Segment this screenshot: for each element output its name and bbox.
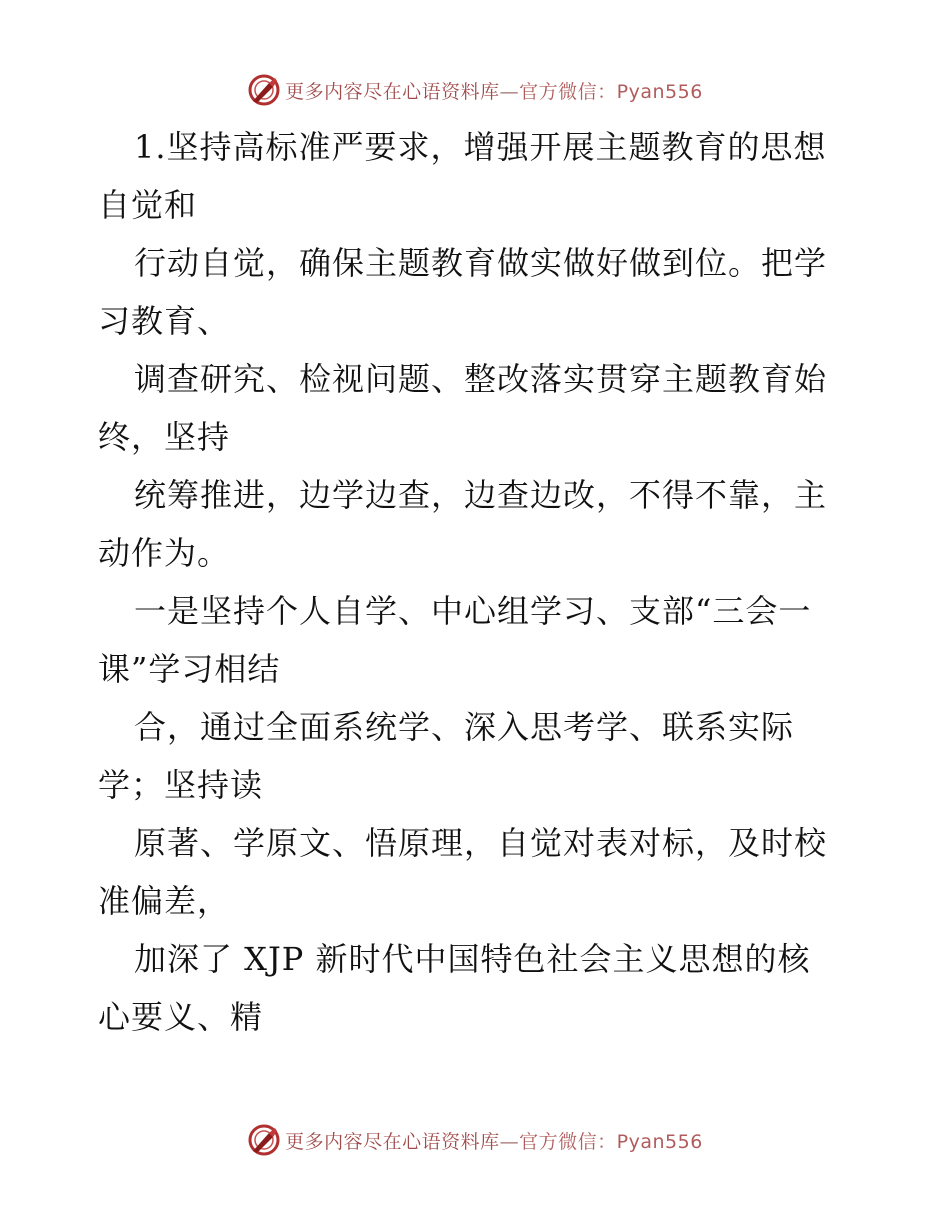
text-line: 终，坚持 (98, 418, 231, 456)
watermark-wechat: 官方微信：Pyan556 (519, 1130, 703, 1153)
text-line: 习教育、 (98, 302, 231, 340)
watermark-separator: — (499, 80, 520, 103)
text-line: 自觉和 (98, 186, 198, 224)
footer-watermark-banner (0, 1120, 950, 1160)
watermark-text (285, 77, 703, 104)
text-line: 合，通过全面系统学、深入思考学、联系实际 (134, 708, 795, 746)
watermark-text (285, 1127, 703, 1154)
text-line: 课”学习相结 (98, 650, 281, 688)
text-line: 1.坚持高标准严要求，增强开展主题教育的思想 (134, 128, 827, 166)
watermark-main: 更多内容尽在心语资料库 (285, 80, 500, 103)
watermark-separator: — (499, 1130, 520, 1153)
text-line: 心要义、精 (98, 998, 264, 1036)
text-line: 动作为。 (98, 534, 231, 572)
text-line: 原著、学原文、悟原理，自觉对表对标，及时校 (134, 824, 828, 862)
watermark-wechat: 官方微信：Pyan556 (519, 80, 703, 103)
pen-logo-icon (247, 1123, 281, 1157)
text-line: 准偏差， (98, 882, 231, 920)
text-line: 学；坚持读 (98, 766, 264, 804)
pen-logo-icon (247, 73, 281, 107)
text-line: 一是坚持个人自学、中心组学习、支部“三会一 (134, 592, 812, 630)
watermark-main: 更多内容尽在心语资料库 (285, 1130, 500, 1153)
text-line: 调查研究、检视问题、整改落实贯穿主题教育始 (134, 360, 828, 398)
document-body (98, 118, 858, 1046)
text-line: 统筹推进，边学边查，边查边改，不得不靠，主 (134, 476, 828, 514)
text-line: 加深了 XJP 新时代中国特色社会主义思想的核 (134, 940, 811, 978)
header-watermark-banner (0, 70, 950, 110)
text-line: 行动自觉，确保主题教育做实做好做到位。把学 (134, 244, 828, 282)
